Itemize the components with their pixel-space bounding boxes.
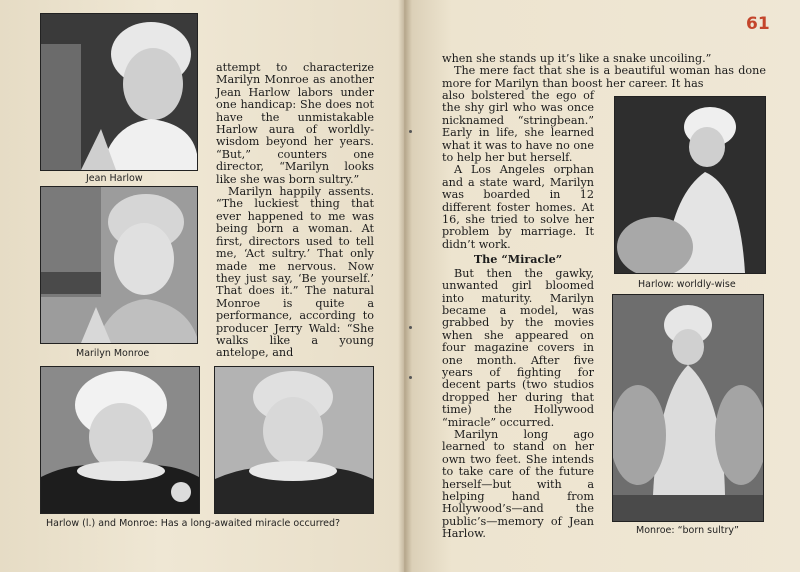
right-top-text	[442, 53, 766, 90]
paragraph: A Los Angeles orphan and a state ward, Marilyn was boarded in 12 different foster homes. At 16, she tried to solve her problem by marriage. It didn’t work.	[442, 163, 594, 251]
page-number: 61	[746, 14, 770, 34]
photo-jean-harlow	[40, 13, 198, 171]
photo-marilyn-monroe	[40, 186, 198, 344]
photo-monroe-hands	[214, 366, 374, 514]
paragraph: But then the gawky, unwanted girl bloomed into maturity. Marilyn became a model, was grabbed by the movies when she appeared on four magazine covers in one month. After five years of fighting for decent parts (two studios dropped her during that time) the Hollywood “miracle” occurred.	[442, 266, 594, 429]
binding-thread	[409, 130, 412, 133]
binding-thread	[409, 326, 412, 329]
photo-harlow-hands	[40, 366, 200, 514]
caption-jean-harlow: Jean Harlow	[86, 173, 143, 184]
book-gutter	[398, 0, 412, 572]
paragraph: The mere fact that she is a beautiful woman has done more for Marilyn than boost her career. It has	[442, 64, 766, 90]
paragraph: also bolstered the ego of the shy girl who was once nicknamed “stringbean.” Early in life, she learned what it was to have no one to help her but herself.	[442, 89, 594, 165]
paragraph: Marilyn long ago learned to stand on her own two feet. She intends to take care of the future herself—but with a helping hand from Hollywood’s—and the public’s—memory of Jean Harlow.	[442, 427, 594, 541]
left-column-text	[216, 62, 374, 360]
paragraph: when she stands up it’s like a snake uncoiling.”	[442, 52, 712, 65]
caption-marilyn-monroe: Marilyn Monroe	[76, 348, 150, 359]
subhead-miracle: The “Miracle”	[473, 252, 563, 267]
paragraph: attempt to characterize Marilyn Monroe as another Jean Harlow labors under one handicap: She does not have the unmistakable Harlow aura of worldly-wisdom beyond her years. “But,” counters one director, “Marilyn looks like she was born sultry.”	[216, 61, 374, 186]
photo-monroe-sultry	[612, 294, 764, 522]
caption-monroe-sultry: Monroe: “born sultry”	[636, 525, 739, 536]
caption-harlow-worldly: Harlow: worldly-wise	[638, 279, 736, 290]
binding-thread	[409, 376, 412, 379]
right-column-text	[442, 90, 594, 541]
paragraph: Marilyn happily assents. “The luckiest thing that ever happened to me was being born a woman. At first, directors used to tell me, ‘Act sultry.’ That only made me nervous. Now they just say, ‘Be yourself.’ That does it.” The natural Monroe is quite a performance, according to producer Jerry Wald: “She walks like a young antelope, and	[216, 185, 374, 360]
photo-harlow-worldly	[614, 96, 766, 274]
caption-comparison: Harlow (l.) and Monroe: Has a long-awaited miracle occurred?	[46, 518, 341, 529]
